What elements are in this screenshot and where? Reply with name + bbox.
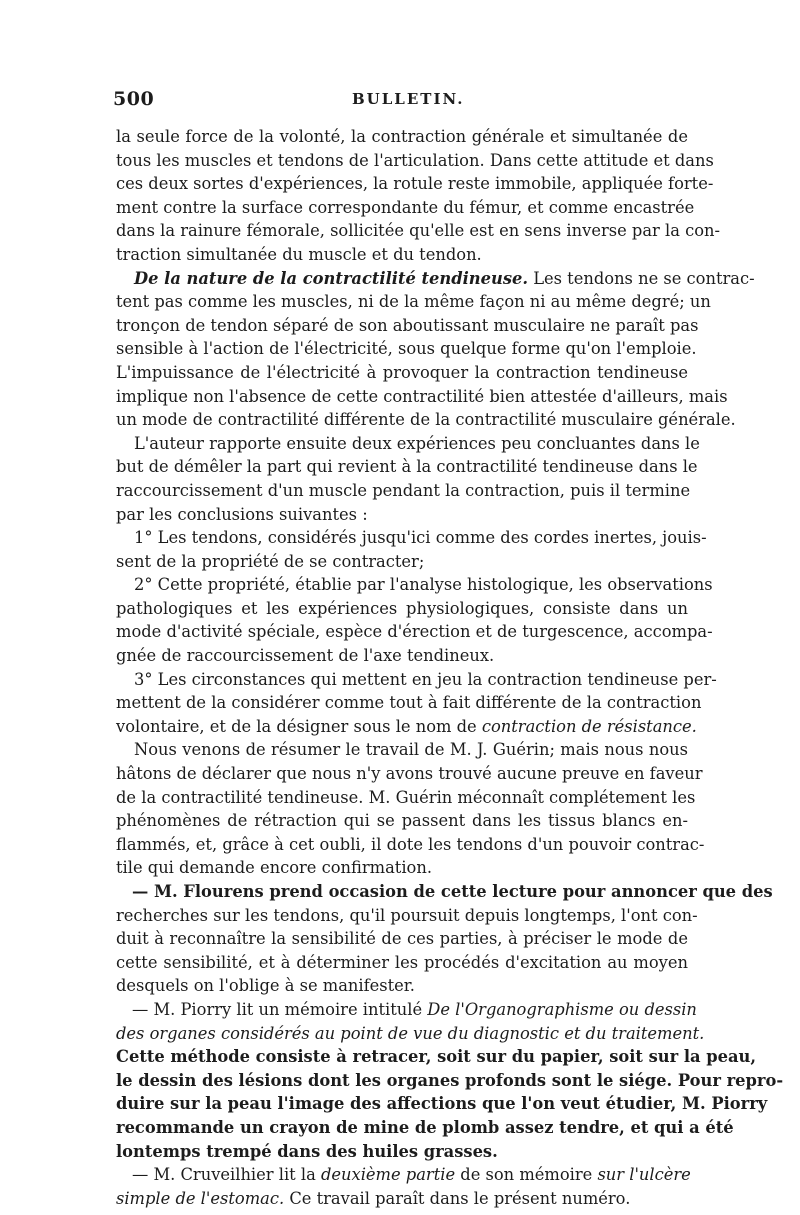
text-line <box>116 597 688 621</box>
text-run: De la nature de la contractilité tendineuse. <box>134 268 529 288</box>
text-line <box>116 125 688 149</box>
text-run: 3° Les circonstances qui mettent en jeu la contraction tendineuse per- <box>134 669 717 689</box>
text-line <box>116 927 688 951</box>
text-line <box>116 361 688 385</box>
text-run: volontaire, et de la désigner sous le nom de <box>116 716 482 736</box>
running-head: BULLETIN. <box>352 90 465 108</box>
text-line <box>116 172 714 196</box>
text-line <box>116 1163 691 1187</box>
text-run: Les tendons ne se contrac- <box>528 268 755 288</box>
text-run: tronçon de tendon séparé de son aboutissant musculaire ne paraît pas <box>116 315 699 335</box>
text-run: hâtons de déclarer que nous n'y avons trouvé aucune preuve en faveur <box>116 764 703 784</box>
text-run: L'auteur rapporte ensuite deux expériences peu concluantes dans le <box>134 433 700 453</box>
text-run: contraction de résistance. <box>481 716 697 736</box>
text-line <box>116 503 688 527</box>
text-run: tent pas comme les muscles, ni de la même façon ni au même degré; un <box>116 292 711 312</box>
text-run: raccourcissement d'un muscle pendant la contraction, puis il termine <box>116 480 691 500</box>
text-line <box>116 974 688 998</box>
text-run: ment contre la surface correspondante du fémur, et comme encastrée <box>116 197 695 217</box>
text-run: cette sensibilité, et à déterminer les procédés d'excitation au moyen <box>116 952 688 972</box>
text-run: traction simultanée du muscle et du tendon. <box>116 244 482 264</box>
text-line <box>116 644 688 668</box>
text-line <box>116 337 697 361</box>
text-run: Ce travail paraît dans le présent numéro. <box>284 1188 631 1208</box>
text-line <box>116 290 711 314</box>
text-run: implique non l'absence de cette contractilité bien attestée d'ailleurs, mais <box>116 386 728 406</box>
text-line <box>116 691 702 715</box>
text-line <box>116 526 707 550</box>
page-number: 500 <box>113 88 155 110</box>
text-run: lontemps trempé dans des huiles grasses. <box>116 1141 498 1161</box>
text-line <box>116 951 688 975</box>
text-run: mode d'activité spéciale, espèce d'érection et de turgescence, accompa- <box>116 622 713 642</box>
body-text <box>116 125 784 1210</box>
text-line <box>116 1116 734 1140</box>
text-line <box>116 267 755 291</box>
text-run: L'impuissance de l'électricité à provoquer la contraction tendineuse <box>116 362 688 382</box>
text-line <box>116 998 697 1022</box>
text-run: Cette méthode consiste à retracer, soit sur du papier, soit sur la peau, <box>116 1047 757 1067</box>
text-line <box>116 455 698 479</box>
text-run: ces deux sortes d'expériences, la rotule reste immobile, appliquée forte- <box>116 174 714 194</box>
text-line <box>116 620 713 644</box>
text-run: par les conclusions suivantes : <box>116 504 368 524</box>
text-run: duit à reconnaître la sensibilité de ces parties, à préciser le mode de <box>116 929 688 949</box>
text-run: recherches sur les tendons, qu'il poursuit depuis longtemps, l'ont con- <box>116 905 698 925</box>
text-line <box>116 314 699 338</box>
text-run: desquels on l'oblige à se manifester. <box>116 976 415 996</box>
text-run: duire sur la peau l'image des affections que l'on veut étudier, M. Piorry <box>116 1094 768 1114</box>
text-line <box>116 1022 705 1046</box>
text-line <box>116 715 697 739</box>
text-run: tile qui demande encore confirmation. <box>116 858 433 878</box>
text-line <box>116 1140 688 1164</box>
text-line <box>116 479 691 503</box>
text-line <box>116 738 688 762</box>
text-line <box>116 385 728 409</box>
text-run: pathologiques et les expériences physiologiques, consiste dans un <box>116 598 688 618</box>
text-run: sensible à l'action de l'électricité, sous quelque forme qu'on l'emploie. <box>116 339 697 359</box>
text-line <box>116 904 698 928</box>
text-line <box>116 432 700 456</box>
text-run: le dessin des lésions dont les organes profonds sont le siége. Pour repro- <box>116 1070 784 1090</box>
text-line <box>116 1045 757 1069</box>
text-line <box>116 408 736 432</box>
text-line <box>116 762 703 786</box>
text-run: des organes considérés au point de vue du diagnostic et du traitement. <box>116 1023 705 1043</box>
text-run: de son mémoire <box>455 1165 598 1185</box>
text-run: sur l'ulcère <box>597 1165 691 1185</box>
text-line <box>116 550 688 574</box>
text-line <box>116 809 688 833</box>
text-run: gnée de raccourcissement de l'axe tendineux. <box>116 646 495 666</box>
text-line <box>116 573 713 597</box>
text-run: recommande un crayon de mine de plomb assez tendre, et qui a été <box>116 1117 734 1137</box>
text-line <box>116 786 696 810</box>
text-run: sent de la propriété de se contracter; <box>116 551 425 571</box>
text-run: De l'Organographisme ou dessin <box>427 999 697 1019</box>
text-line <box>116 668 717 692</box>
text-run: — M. Cruveilhier lit la <box>132 1165 321 1185</box>
text-run: la seule force de la volonté, la contraction générale et simultanée de <box>116 127 688 146</box>
text-run: but de démêler la part qui revient à la contractilité tendineuse dans le <box>116 457 698 477</box>
text-line <box>116 1069 784 1093</box>
text-line <box>116 833 705 857</box>
text-run: Nous venons de résumer le travail de M. J. Guérin; mais nous nous <box>134 740 688 760</box>
text-run: de la contractilité tendineuse. M. Guérin méconnaît complétement les <box>116 787 696 807</box>
text-run: flammés, et, grâce à cet oubli, il dote les tendons d'un pouvoir contrac- <box>116 834 705 854</box>
text-run: 2° Cette propriété, établie par l'analyse histologique, les observations <box>134 575 713 595</box>
text-run: phénomènes de rétraction qui se passent dans les tissus blancs en- <box>116 811 688 831</box>
text-line <box>116 243 688 267</box>
text-run: — M. Flourens prend occasion de cette lecture pour annoncer que des <box>132 882 773 901</box>
text-run: 1° Les tendons, considérés jusqu'ici comme des cordes inertes, jouis- <box>134 528 707 548</box>
text-line <box>116 1187 688 1211</box>
text-run: tous les muscles et tendons de l'articulation. Dans cette attitude et dans <box>116 150 714 170</box>
text-line <box>116 880 773 904</box>
text-line <box>116 219 720 243</box>
text-line <box>116 1092 768 1116</box>
text-line <box>116 196 695 220</box>
text-run: mettent de la considérer comme tout à fait différente de la contraction <box>116 693 702 713</box>
text-run: deuxième partie <box>320 1165 456 1185</box>
text-run: simple de l'estomac. <box>116 1188 285 1208</box>
text-line <box>116 856 688 880</box>
text-line <box>116 149 714 173</box>
text-run: un mode de contractilité différente de la contractilité musculaire générale. <box>116 410 736 430</box>
text-run: — M. Piorry lit un mémoire intitulé <box>132 999 428 1019</box>
text-run: dans la rainure fémorale, sollicitée qu'elle est en sens inverse par la con- <box>116 221 720 241</box>
